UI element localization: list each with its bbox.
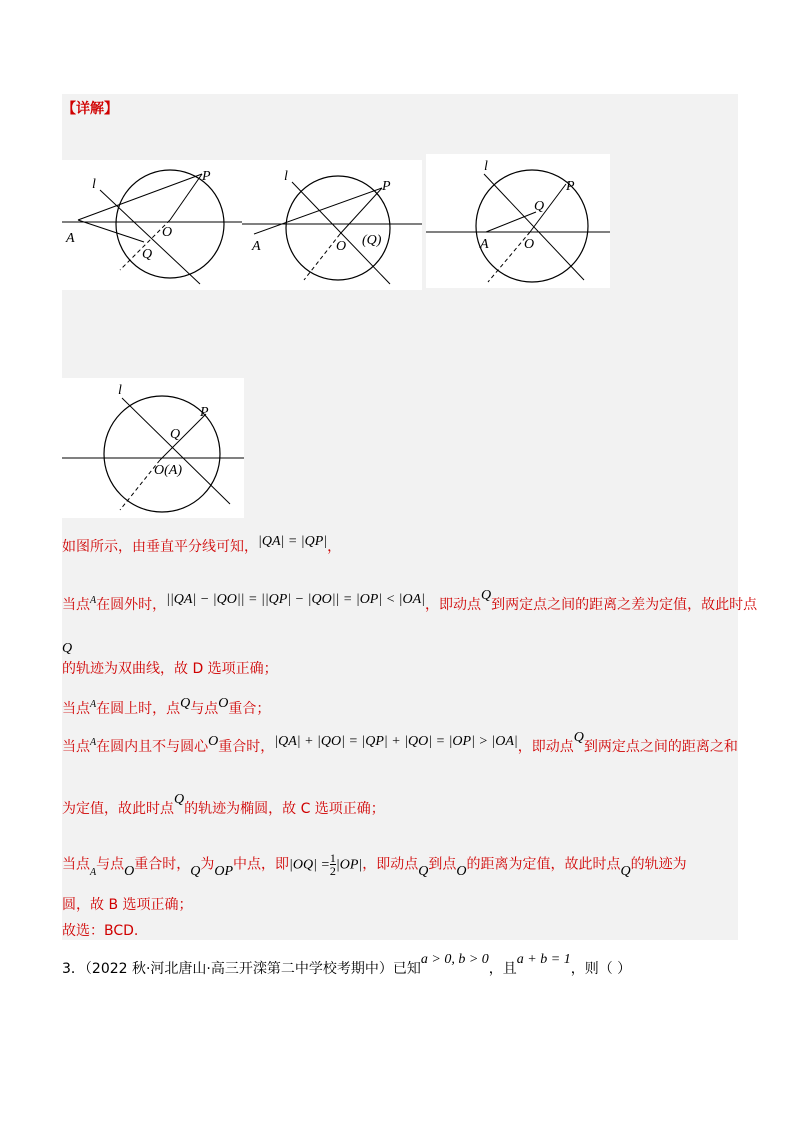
label-P: P — [200, 405, 209, 420]
label-O: O — [336, 239, 347, 254]
line-9: 圆，故 B 选项正确； — [62, 897, 193, 913]
label-O: O — [524, 237, 535, 252]
math-qa-eq-qp: |QA| = |QP| — [258, 534, 328, 549]
label-Q: Q — [142, 247, 153, 262]
fraction-half: $\frac{1}{2}$ — [329, 851, 336, 878]
line-4: 的轨迹为双曲线，故 D 选项正确； — [62, 661, 278, 677]
label-P: P — [202, 169, 211, 184]
label-P: P — [566, 179, 575, 194]
figure-3 — [426, 154, 610, 288]
math-ellipse: |QA| + |QO| = |QP| + |QO| = |OP| > |OA| — [274, 734, 518, 749]
line-8: 当点$_A$与点O重合时，Q为OP中点，即|OQ| = $\frac{1}{2}$ |OP|，即动点Q到点O的距离为定值，故此时点Q的轨迹为 — [62, 851, 687, 879]
line-3: Q — [62, 641, 73, 656]
line-10: 故选：BCD. — [62, 923, 139, 939]
line-6: 当点$^A$在圆内且不与圆心O重合时，|QA| + |QO| = |QP| + |QO| = |OP| > |OA|，即动点Q到两定点之间的距离之和 — [62, 730, 738, 755]
label-Q: (Q) — [362, 233, 382, 248]
label-l: l — [118, 383, 122, 398]
label-A: A — [480, 237, 489, 252]
label-Q: Q — [170, 427, 181, 442]
line-2: 当点$^A$在圆外时，||QA| − |QO|| = ||QP| − |QO|| = |OP| < |OA|，即动点Q到两定点之间的距离之差为定值，故此时点 — [62, 588, 758, 613]
line-5: 当点$^A$在圆上时，点Q与点O重合； — [62, 696, 271, 717]
math-hyperbola: ||QA| − |QO|| = ||QP| − |QO|| = |OP| < |OA| — [166, 592, 426, 607]
label-A: A — [252, 239, 261, 254]
label-P: P — [382, 179, 391, 194]
label-l: l — [484, 159, 488, 174]
line-7: 为定值，故此时点Q的轨迹为椭圆，故 C 选项正确； — [62, 792, 385, 817]
label-O: O — [162, 225, 173, 240]
solution-header: 【详解】 — [62, 101, 118, 117]
label-Q: Q — [534, 199, 545, 214]
figure-4 — [62, 378, 244, 518]
figure-2 — [242, 160, 422, 290]
figure-1 — [62, 160, 242, 290]
label-O-A: O(A) — [154, 463, 182, 478]
math-a-plus-b: a + b = 1 — [516, 952, 571, 967]
label-A: A — [66, 231, 75, 246]
label-l: l — [284, 169, 288, 184]
math-oq: |OQ| = — [289, 857, 330, 873]
question-3: 3．（2022 秋·河北唐山·高三开滦第二中学校考期中）已知a > 0, b > 0，且a + b = 1，则（ ） — [62, 952, 632, 977]
label-l: l — [92, 177, 96, 192]
math-a-b-positive: a > 0, b > 0 — [420, 952, 489, 967]
line-1: 如图所示，由垂直平分线可知，|QA| = |QP|， — [62, 534, 342, 555]
